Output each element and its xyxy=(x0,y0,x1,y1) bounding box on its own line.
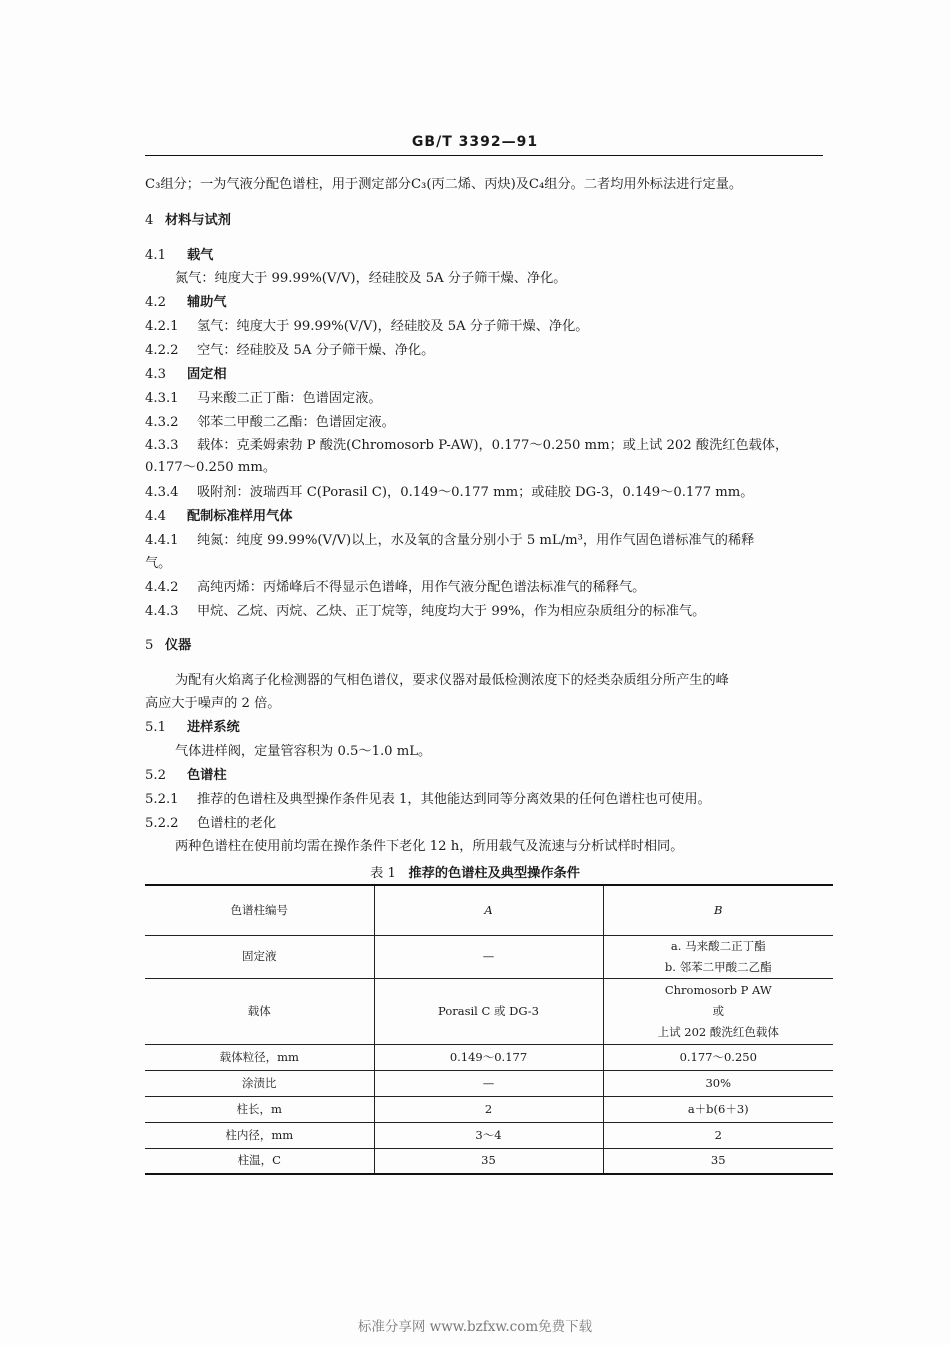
table-row xyxy=(145,1148,833,1174)
section-number: 4.1 xyxy=(145,248,166,263)
section-heading-s52 xyxy=(145,767,227,785)
section-number: 4.3 xyxy=(145,367,166,382)
table-header-cell: 色谱柱编号 xyxy=(145,885,374,935)
standard-code-header: GB/T 3392—91 xyxy=(411,134,539,150)
line-text: 氢气：纯度大于 99.99%(V/V)，经硅胶及 5A 分子筛干燥、净化。 xyxy=(197,319,589,334)
column-a-cell: — xyxy=(374,1070,603,1096)
table-row xyxy=(145,1122,833,1148)
section-heading-s44 xyxy=(145,508,293,526)
section-number: 4.2.2 xyxy=(145,343,179,358)
table-row xyxy=(145,1096,833,1122)
column-b-cell xyxy=(603,1044,833,1070)
section-heading-s4 xyxy=(145,212,231,230)
line-text: 氮气：纯度大于 99.99%(V/V)，经硅胶及 5A 分子筛干燥、净化。 xyxy=(175,271,567,286)
column-spec-table xyxy=(145,884,833,1175)
heading-text: 材料与试剂 xyxy=(165,213,231,228)
paragraph-line-p5b xyxy=(145,695,280,713)
paragraph-line-p441b xyxy=(145,555,171,573)
line-text: 为配有火焰离子化检测器的气相色谱仪，要求仪器对最低检测浓度下的烃类杂质组分所产生的峰 xyxy=(175,673,729,688)
section-number: 4 xyxy=(145,213,154,228)
heading-text: 辅助气 xyxy=(187,295,227,310)
row-label-cell: 载体粒径，mm xyxy=(145,1044,374,1070)
section-number: 4.4.1 xyxy=(145,533,179,548)
section-number: 4.3.4 xyxy=(145,485,179,500)
column-b-line: 或 xyxy=(712,1003,724,1018)
section-number: 4.4.2 xyxy=(145,580,179,595)
section-number: 5.2.1 xyxy=(145,792,179,807)
header-rule xyxy=(145,155,823,156)
line-text: 气体进样阀，定量管容积为 0.5～1.0 mL。 xyxy=(175,744,432,759)
section-number: 5 xyxy=(145,638,154,653)
column-b-cell xyxy=(603,1148,833,1174)
line-text: 甲烷、乙烷、丙烷、乙炔、正丁烷等，纯度均大于 99%，作为相应杂质组分的标准气。 xyxy=(197,604,706,619)
table-row xyxy=(145,1044,833,1070)
table-header-cell: B xyxy=(603,885,833,935)
section-heading-s42 xyxy=(145,294,227,312)
section-number: 5.2.2 xyxy=(145,816,179,831)
column-b-cell xyxy=(603,1096,833,1122)
table-row xyxy=(145,978,833,1044)
row-label-cell: 载体 xyxy=(145,978,374,1044)
section-heading-s41 xyxy=(145,247,213,265)
column-b-line: 2 xyxy=(714,1127,722,1142)
column-b-cell xyxy=(603,978,833,1044)
line-text: 邻苯二甲酸二乙酯：色谱固定液。 xyxy=(197,415,395,430)
column-b-line: b. 邻苯二甲酸二乙酯 xyxy=(664,959,772,974)
line-text: 两种色谱柱在使用前均需在操作条件下老化 12 h，所用载气及流速与分析试样时相同。 xyxy=(175,839,684,854)
column-b-cell xyxy=(603,1070,833,1096)
section-number: 4.3.1 xyxy=(145,391,179,406)
line-text: 吸附剂：波瑞西耳 C(Porasil C)，0.149～0.177 mm；或硅胶 DG-3，0.149～0.177 mm。 xyxy=(197,485,754,500)
paragraph-line-p434 xyxy=(145,484,754,502)
row-label-cell: 固定液 xyxy=(145,935,374,978)
line-text: 马来酸二正丁酯：色谱固定液。 xyxy=(197,391,382,406)
column-a-cell: 2 xyxy=(374,1096,603,1122)
column-b-line: 上试 202 酸洗红色载体 xyxy=(657,1024,779,1039)
column-b-line: 35 xyxy=(710,1153,726,1168)
paragraph-line-p521 xyxy=(145,791,711,809)
table-row xyxy=(145,935,833,978)
section-number: 4.4 xyxy=(145,509,166,524)
column-a-cell: 0.149～0.177 xyxy=(374,1044,603,1070)
line-text: 纯氮：纯度 99.99%(V/V)以上，水及氧的含量分别小于 5 mL/m³，用作气固色谱标准气的稀释 xyxy=(197,533,755,548)
paragraph-line-p441 xyxy=(145,532,754,550)
site-watermark-footer: 标准分享网 www.bzfxw.com免费下载 xyxy=(357,1319,593,1335)
section-number: 5.1 xyxy=(145,720,166,735)
column-a-cell: Porasil C 或 DG-3 xyxy=(374,978,603,1044)
section-heading-s5 xyxy=(145,637,191,655)
paragraph-line-p433 xyxy=(145,437,788,455)
section-number: 4.3.3 xyxy=(145,438,179,453)
row-label-cell: 柱内径，mm xyxy=(145,1122,374,1148)
section-heading-s43 xyxy=(145,366,227,384)
row-label-cell: 柱长，m xyxy=(145,1096,374,1122)
paragraph-line-p432 xyxy=(145,414,395,432)
section-heading-s51 xyxy=(145,719,240,737)
column-a-cell: — xyxy=(374,935,603,978)
section-number: 4.2.1 xyxy=(145,319,179,334)
line-text: 气。 xyxy=(145,556,172,571)
column-b-line: a. 马来酸二正丁酯 xyxy=(670,938,766,953)
paragraph-line-p5 xyxy=(175,672,729,690)
paragraph-line-p0 xyxy=(145,176,742,194)
table-header-row xyxy=(145,885,833,935)
section-number: 4.3.2 xyxy=(145,415,179,430)
paragraph-line-p522 xyxy=(145,815,276,833)
table-row xyxy=(145,1070,833,1096)
paragraph-line-p421 xyxy=(145,318,589,336)
table-header-cell: A xyxy=(374,885,603,935)
column-b-line: Chromosorb P AW xyxy=(664,982,772,997)
paragraph-line-p442 xyxy=(145,579,645,597)
column-b-line: 30% xyxy=(705,1075,732,1090)
column-b-line: 0.177～0.250 xyxy=(679,1049,757,1064)
heading-text: 色谱柱 xyxy=(187,768,227,783)
line-text: 高纯丙烯：丙烯峰后不得显示色谱峰，用作气液分配色谱法标准气的稀释气。 xyxy=(197,580,646,595)
line-text: 色谱柱的老化 xyxy=(197,816,277,831)
heading-text: 仪器 xyxy=(165,638,192,653)
column-b-cell xyxy=(603,1122,833,1148)
column-b-cell xyxy=(603,935,833,978)
table-caption-title: 推荐的色谱柱及典型操作条件 xyxy=(408,866,580,881)
line-text: 空气：经硅胶及 5A 分子筛干燥、净化。 xyxy=(197,343,435,358)
section-number: 4.2 xyxy=(145,295,166,310)
line-text: 高应大于噪声的 2 倍。 xyxy=(145,696,281,711)
table-caption-number: 表 1 xyxy=(370,866,396,881)
paragraph-line-p422 xyxy=(145,342,434,360)
line-text: C₃组分；一为气液分配色谱柱，用于测定部分C₃(丙二烯、丙炔)及C₄组分。二者均用外标法进行定量。 xyxy=(145,177,743,192)
table-caption xyxy=(0,862,950,881)
heading-text: 固定相 xyxy=(187,367,227,382)
paragraph-line-p522b xyxy=(175,838,683,856)
paragraph-line-p433b xyxy=(145,459,276,477)
column-b-line: a＋b(6＋3) xyxy=(687,1101,749,1116)
paragraph-line-p443 xyxy=(145,603,705,621)
paragraph-line-p51 xyxy=(175,743,431,761)
row-label-cell: 柱温，C xyxy=(145,1148,374,1174)
paragraph-line-p431 xyxy=(145,390,382,408)
row-label-cell: 涂渍比 xyxy=(145,1070,374,1096)
line-text: 0.177～0.250 mm。 xyxy=(145,460,277,475)
section-number: 4.4.3 xyxy=(145,604,179,619)
column-a-cell: 3～4 xyxy=(374,1122,603,1148)
column-a-cell: 35 xyxy=(374,1148,603,1174)
line-text: 载体：克柔姆索勃 P 酸洗(Chromosorb P-AW)，0.177～0.250 mm；或上试 202 酸洗红色载体， xyxy=(197,438,789,453)
heading-text: 配制标准样用气体 xyxy=(187,509,293,524)
line-text: 推荐的色谱柱及典型操作条件见表 1，其他能达到同等分离效果的任何色谱柱也可使用。 xyxy=(197,792,711,807)
section-number: 5.2 xyxy=(145,768,166,783)
heading-text: 进样系统 xyxy=(187,720,240,735)
paragraph-line-p41 xyxy=(175,270,567,288)
heading-text: 载气 xyxy=(187,248,214,263)
